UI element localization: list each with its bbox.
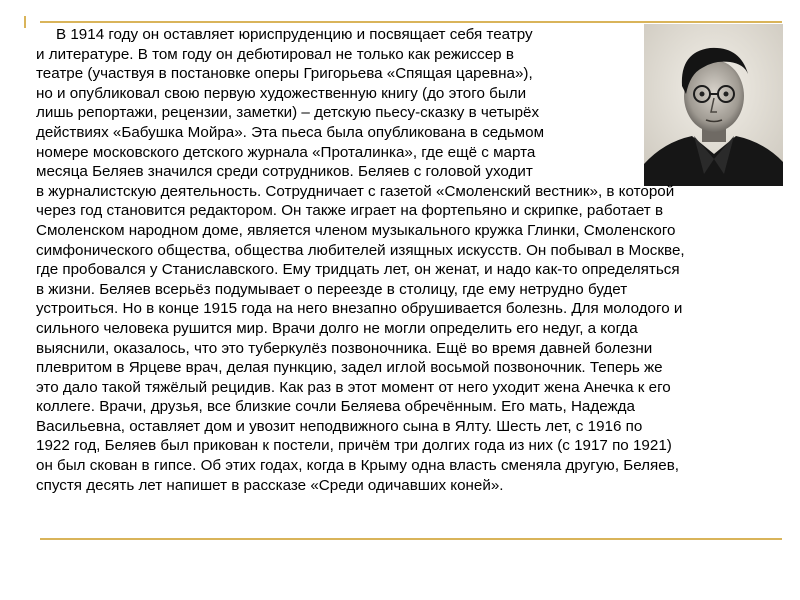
text-line: симфонического общества, общества любителей изящных искусств. Он побывал в Москве, [36,241,685,259]
text-line: это дало такой тяжёлый рецидив. Как раз в этот момент от него уходит жена Анечка к его [36,378,671,396]
text-line: выяснили, оказалось, что это туберкулёз позвоночника. Ещё во время давней болезни [36,339,653,357]
text-line: действиях «Бабушка Мойра». Эта пьеса была опубликована в седьмом [36,123,545,141]
text-line: сильного человека рушится мир. Врачи долго не могли определить его недуг, а когда [36,319,638,337]
text-line: 1922 год, Беляев был прикован к постели, причём три долгих года из них (с 1917 по 1921) [36,437,672,455]
text-line: театре (участвуя в постановке оперы Григорьева «Спящая царевна»), [36,65,533,83]
text-line: Васильевна, оставляет дом и увозит неподвижного сына в Ялту. Шесть лет, с 1916 по [36,417,643,435]
decorative-tick [24,16,26,28]
text-line: где пробовался у Станиславского. Ему тридцать лет, он женат, и надо как-то определяться [36,261,680,279]
text-line: в журналистскую деятельность. Сотрудничает с газетой «Смоленский вестник», в которой [36,182,675,200]
text-line: месяца Беляев значился среди сотрудников. Беляев с головой уходит [36,163,533,181]
text-line: номере московского детского журнала «Проталинка», где ещё с марта [36,143,536,161]
text-line: Смоленском народном доме, является членом музыкального кружка Глинки, Смоленского [36,221,676,239]
text-line: но и опубликовал свою первую художественную книгу (до этого были [36,84,527,102]
text-line: плевритом в Ярцеве врач, делая пункцию, задел иглой восьмой позвоночник. Теперь же [36,359,663,377]
bottom-rule [40,538,782,540]
text-line: В 1914 году он оставляет юриспруденцию и посвящает себя театру [56,26,533,43]
text-line: через год становится редактором. Он также играет на фортепьяно и скрипке, работает в [36,202,664,220]
text-line: спустя десять лет напишет в рассказе «Среди одичавших коней». [36,476,504,494]
text-line: устроиться. Но в конце 1915 года на него внезапно обрушивается болезнь. Для молодого и [36,300,683,318]
text-line: и литературе. В том году он дебютировал не только как режиссер в [36,45,514,63]
text-line: коллеге. Врачи, друзья, все близкие сочли Беляева обречённым. Его мать, Надежда [36,398,635,416]
biography-text [36,25,796,495]
text-line: лишь репортажи, рецензии, заметки) – детскую пьесу-сказку в четырёх [36,104,540,122]
top-rule [40,21,782,23]
text-line: в жизни. Беляев всерьёз подумывает о переезде в столицу, где ему нетрудно будет [36,280,628,298]
text-line: он был скован в гипсе. Об этих годах, когда в Крыму одна власть сменяла другую, Беляев, [36,457,679,475]
